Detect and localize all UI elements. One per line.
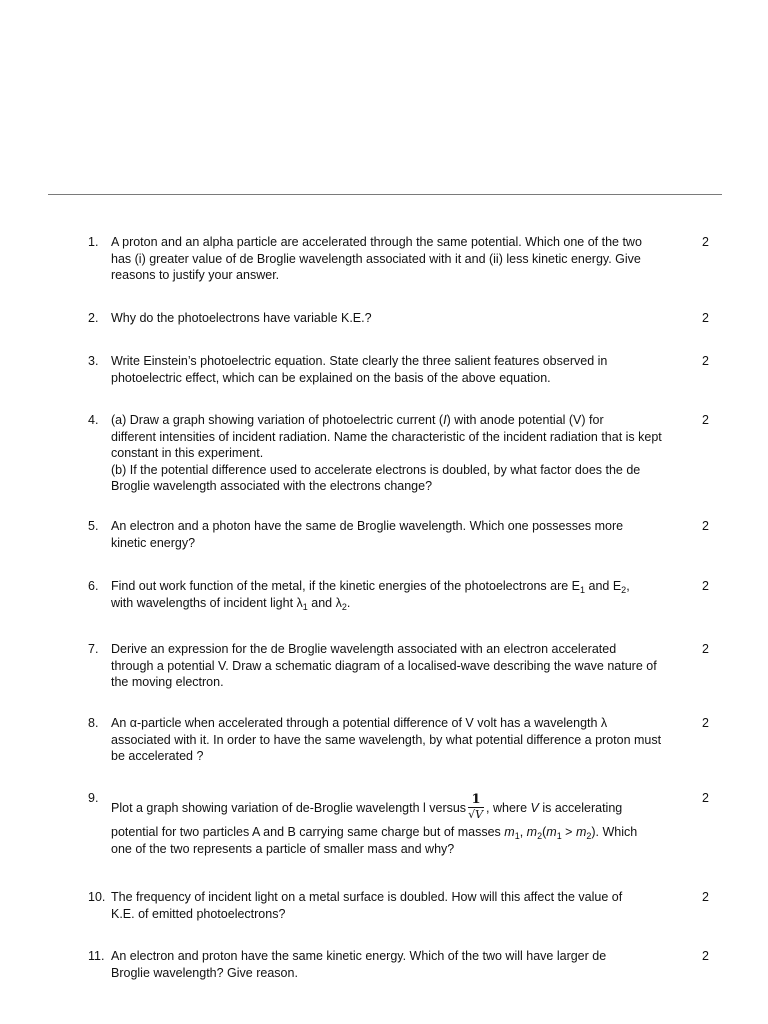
marks-value: 2: [702, 791, 709, 805]
text-line: be accelerated ?: [111, 749, 204, 763]
question-number: 2.: [88, 311, 99, 325]
text-line: with wavelengths of incident light $\lambda_1$ and $\lambda_2$.: [111, 595, 351, 612]
question-8: [88, 715, 708, 765]
question-number: 1.: [88, 235, 99, 249]
marks-value: 2: [702, 235, 709, 249]
question-text: [111, 310, 705, 327]
question-number: 10.: [88, 890, 106, 904]
text-line: Plot a graph showing variation of de-Broglie wavelength l versus $\frac{1}{√V}$ , where V is accelerating: [111, 791, 623, 821]
text-line: Write Einstein’s photoelectric equation. State clearly the three salient features observed in: [111, 354, 608, 368]
marks-value: 2: [702, 354, 709, 368]
question-number: 11.: [88, 949, 105, 963]
question-number: 4.: [88, 413, 99, 427]
text-line: A proton and an alpha particle are accelerated through the same potential. Which one of the two: [111, 235, 642, 249]
question-text: [111, 889, 705, 922]
question-number: 6.: [88, 579, 99, 593]
text-line: Broglie wavelength associated with the electrons change?: [111, 479, 433, 493]
question-text: [111, 518, 705, 551]
question-text: [111, 948, 705, 981]
text-line: K.E. of emitted photoelectrons?: [111, 906, 286, 921]
text-line: photoelectric effect, which can be explained on the basis of the above equation.: [111, 370, 551, 385]
marks-value: 2: [702, 716, 709, 730]
question-number: 7.: [88, 642, 99, 656]
text-line: constant in this experiment.: [111, 446, 264, 460]
text-line: An α-particle when accelerated through a potential difference of V volt has a wavelength λ: [111, 716, 608, 730]
question-3: [88, 353, 708, 386]
marks-value: 2: [702, 890, 709, 904]
text-line: the moving electron.: [111, 675, 224, 689]
header-divider: [48, 194, 722, 195]
question-text: [111, 715, 705, 765]
question-9: [88, 790, 708, 857]
question-number: 3.: [88, 354, 99, 368]
text-line: Why do the photoelectrons have variable K.E.?: [111, 311, 372, 325]
question-2: [88, 310, 708, 327]
question-text: [111, 578, 705, 611]
question-5: [88, 518, 708, 551]
text-line: associated with it. In order to have the same wavelength, by what potential difference a proton must: [111, 732, 662, 747]
text-line: (a) Draw a graph showing variation of photoelectric current (I) with anode potential (V) for: [111, 413, 604, 427]
question-1: [88, 234, 708, 284]
text-line: one of the two represents a particle of smaller mass and why?: [111, 841, 455, 856]
question-number: 9.: [88, 791, 99, 805]
marks-value: 2: [702, 642, 709, 656]
question-7: [88, 641, 708, 691]
text-line: An electron and proton have the same kinetic energy. Which of the two will have larger de: [111, 949, 607, 963]
text-line: different intensities of incident radiation. Name the characteristic of the incident radiation that is kept: [111, 429, 662, 444]
question-4: [88, 412, 708, 495]
text-line: through a potential V. Draw a schematic diagram of a localised-wave describing the wave nature of: [111, 658, 657, 673]
fraction-one-over-root-v: $\frac{1}{√V}$: [468, 791, 484, 821]
question-10: [88, 889, 708, 922]
marks-value: 2: [702, 519, 709, 533]
question-number: 8.: [88, 716, 99, 730]
marks-value: 2: [702, 579, 709, 593]
question-11: [88, 948, 708, 981]
question-number: 5.: [88, 519, 99, 533]
text-line: reasons to justify your answer.: [111, 268, 280, 282]
question-text: [111, 412, 705, 495]
text-line: has (i) greater value of de Broglie wavelength associated with it and (ii) less kinetic energy. Give: [111, 251, 641, 266]
question-text: [111, 353, 705, 386]
marks-value: 2: [702, 413, 709, 427]
text-line: Derive an expression for the de Broglie wavelength associated with an electron accelerated: [111, 642, 617, 656]
text-line: kinetic energy?: [111, 535, 196, 550]
question-6: [88, 578, 708, 611]
text-line: The frequency of incident light on a metal surface is doubled. How will this affect the value of: [111, 890, 623, 904]
question-text: [111, 641, 705, 691]
marks-value: 2: [702, 949, 709, 963]
text-line: Broglie wavelength? Give reason.: [111, 965, 298, 980]
marks-value: 2: [702, 311, 709, 325]
question-text: [111, 234, 705, 284]
question-text: [111, 790, 705, 857]
text-line: An electron and a photon have the same de Broglie wavelength. Which one possesses more: [111, 519, 624, 533]
text-line: Find out work function of the metal, if the kinetic energies of the photoelectrons are $E_1$ and $E_2$,: [111, 579, 630, 595]
text-line: potential for two particles A and B carrying same charge but of masses $m_1$, $m_2(m_1 > m_2)$. Which: [111, 825, 638, 841]
text-line: (b) If the potential difference used to accelerate electrons is doubled, by what factor does the de: [111, 462, 641, 477]
